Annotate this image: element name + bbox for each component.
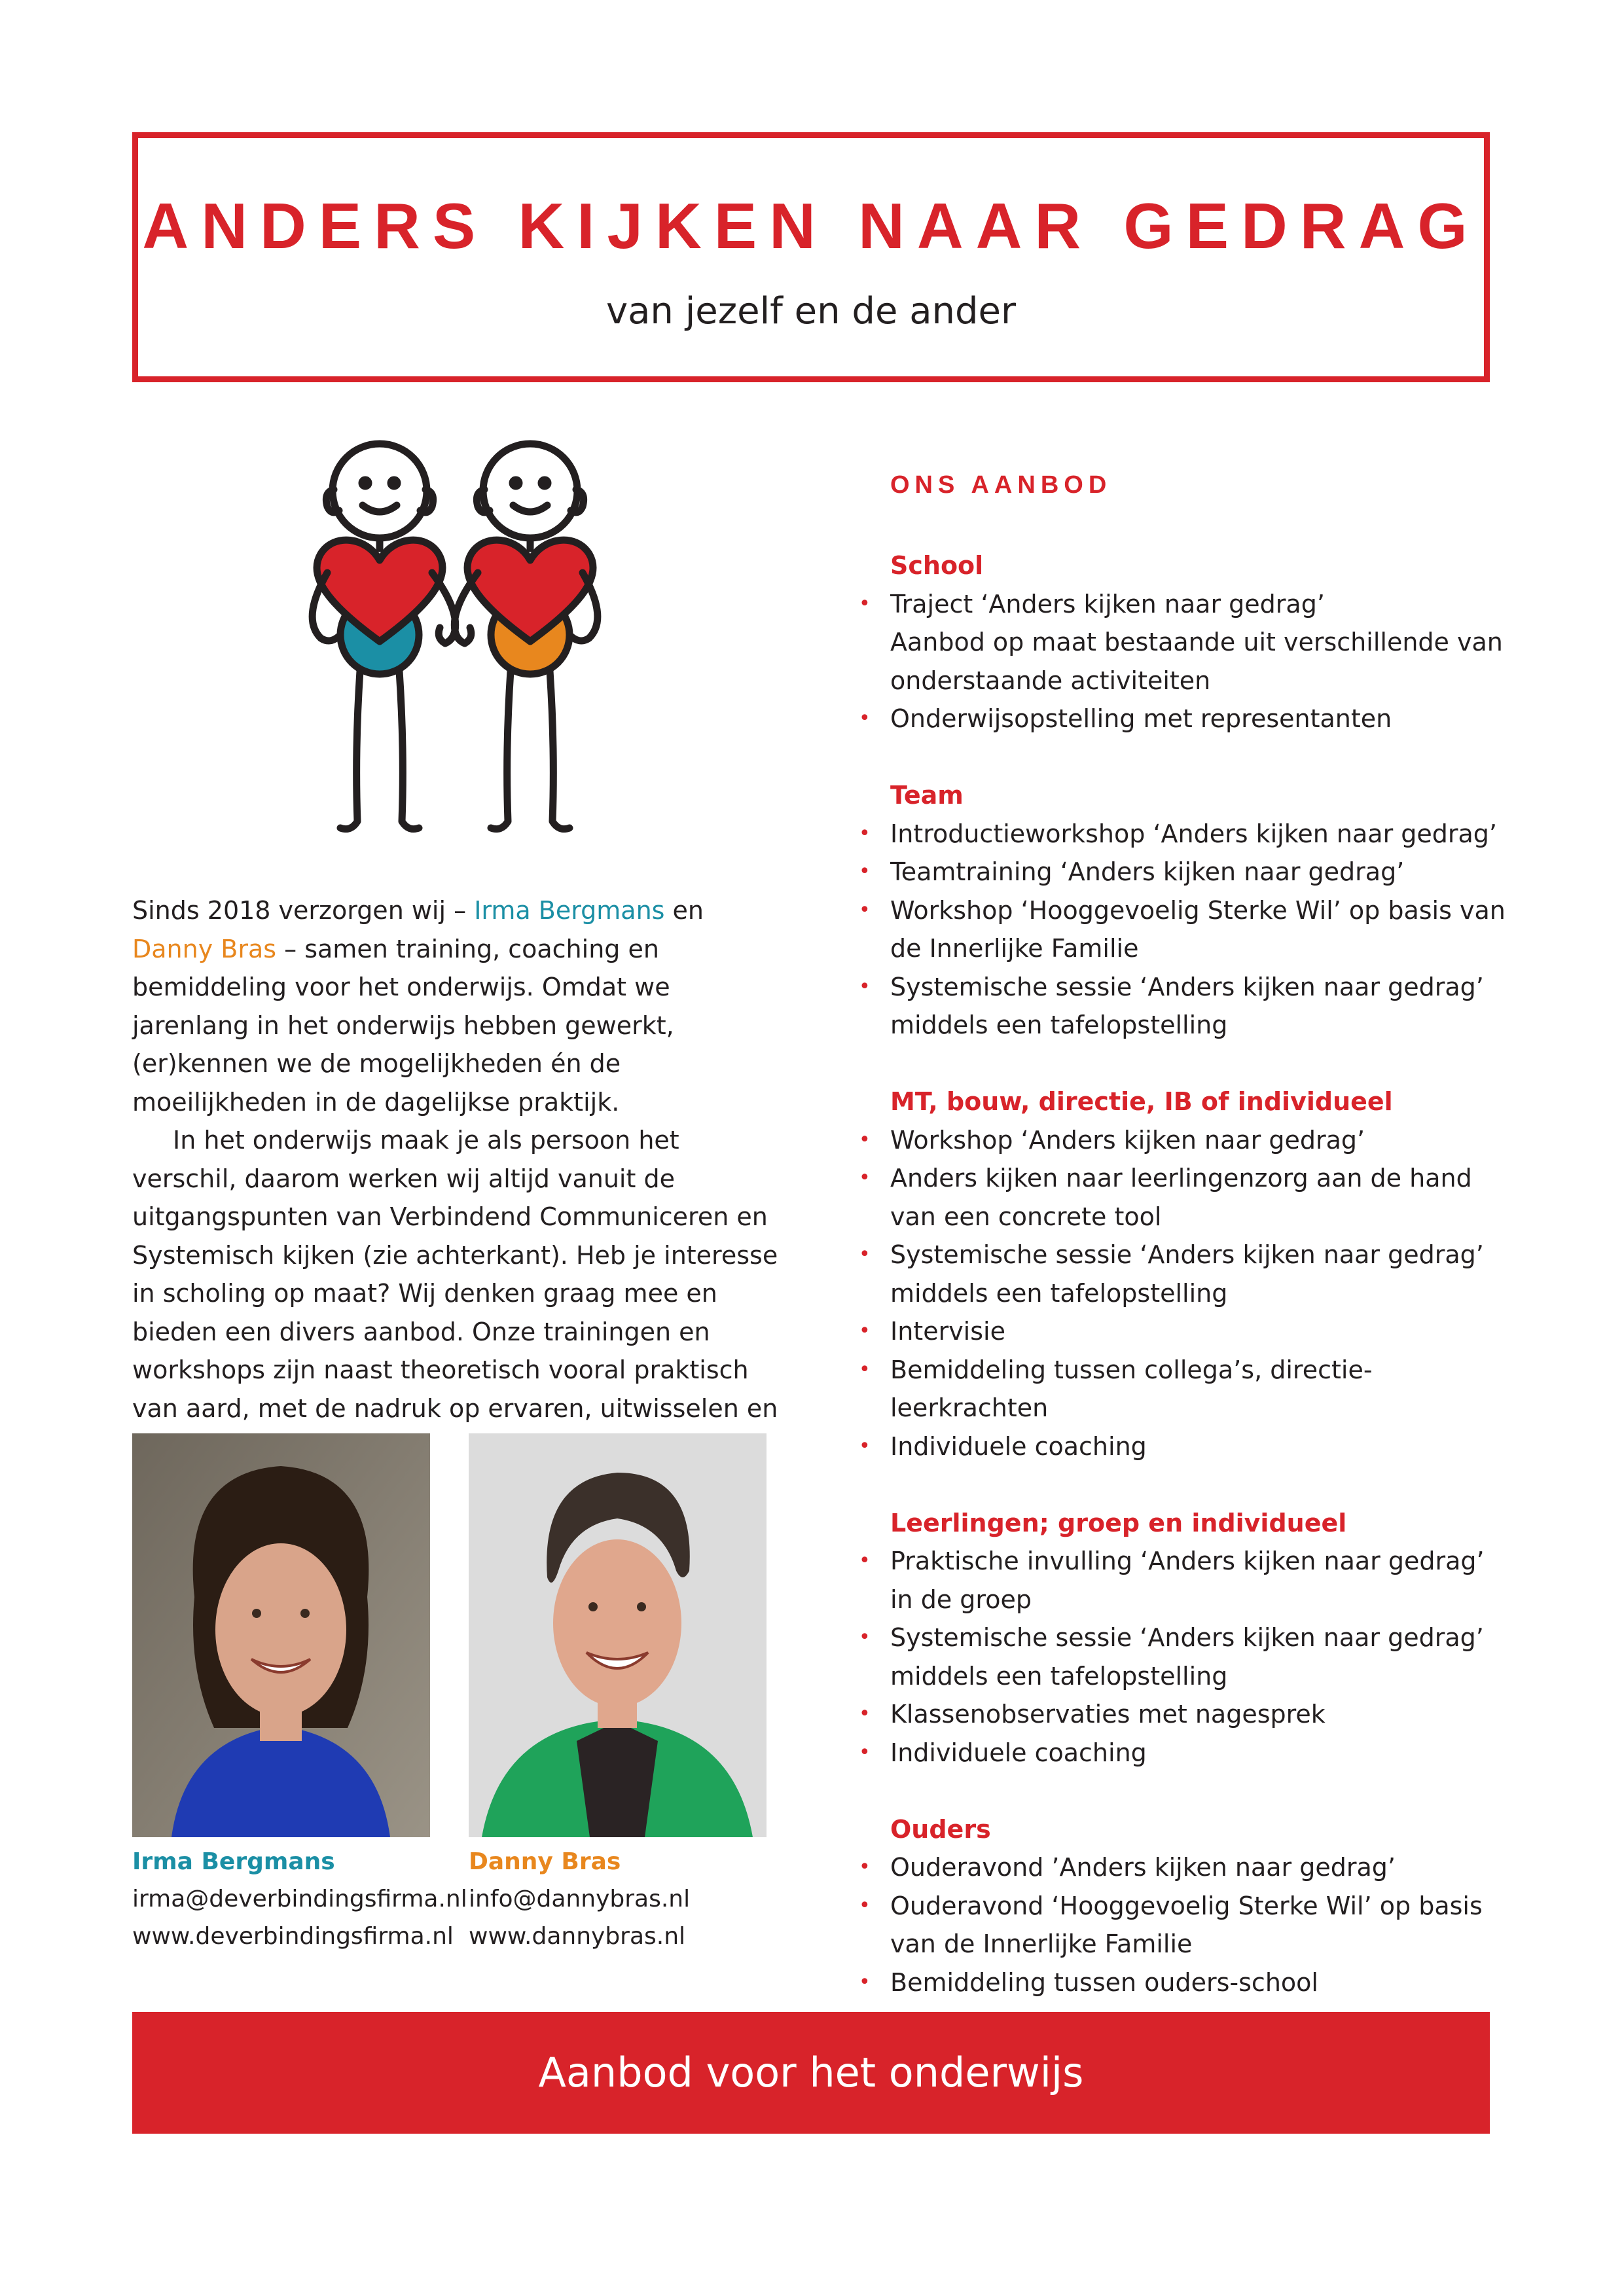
- page-title: ANDERS KIJKEN NAAR GEDRAG: [142, 190, 1480, 262]
- list-item-text: Ouderavond ’Anders kijken naar gedrag’: [890, 1853, 1396, 1882]
- bullet-icon: •: [859, 1549, 871, 1572]
- offer-section-heading: School: [890, 551, 984, 580]
- contact-irma: [132, 1843, 467, 1955]
- contact-website[interactable]: www.dannybras.nl: [469, 1923, 686, 1950]
- bullet-icon: •: [859, 1319, 871, 1342]
- list-item-text: Bemiddeling tussen ouders-school: [890, 1967, 1318, 1997]
- list-item-text: Systemische sessie ‘Anders kijken naar gedrag’ middels een tafelopstelling: [890, 972, 1484, 1039]
- bullet-icon: •: [859, 1434, 871, 1458]
- bullet-icon: •: [859, 1702, 871, 1725]
- list-item: [854, 1887, 1508, 1964]
- offer-section: [854, 1810, 1508, 2002]
- offer-list: [854, 547, 1508, 2040]
- page-subtitle: van jezelf en de ander: [605, 290, 1017, 332]
- footer-bar: Aanbod voor het onderwijs: [132, 2012, 1490, 2134]
- offer-section-heading: Ouders: [890, 1814, 991, 1844]
- offer-section: [854, 776, 1508, 1045]
- list-item-text: Introductieworkshop ‘Anders kijken naar gedrag’: [890, 819, 1498, 848]
- list-item-text: Onderwijsopstelling met representanten: [890, 704, 1392, 733]
- bullet-icon: •: [859, 1970, 871, 1994]
- contact-name: Danny Bras: [469, 1848, 621, 1875]
- list-item: [854, 1734, 1508, 1772]
- portrait-icon: [469, 1433, 767, 1837]
- list-item: [854, 891, 1508, 968]
- list-item-text: Workshop ‘Hooggevoelig Sterke Wil’ op basis van de Innerlijke Familie: [890, 895, 1506, 963]
- bullet-icon: •: [859, 1128, 871, 1151]
- list-item-text: Bemiddeling tussen collega’s, directie-leerkrachten: [890, 1355, 1373, 1422]
- bullet-icon: •: [859, 898, 871, 922]
- contact-name: Irma Bergmans: [132, 1848, 335, 1875]
- photo-danny-bras: [469, 1433, 767, 1837]
- list-item: [854, 1236, 1508, 1312]
- contact-website[interactable]: www.deverbindingsfirma.nl: [132, 1923, 454, 1950]
- header-box: [132, 132, 1490, 382]
- list-item-text: Systemische sessie ‘Anders kijken naar gedrag’ middels een tafelopstelling: [890, 1623, 1484, 1691]
- list-item: [854, 1351, 1508, 1427]
- bullet-icon: •: [859, 1166, 871, 1189]
- offer-section-heading: MT, bouw, directie, IB of individueel: [890, 1087, 1393, 1116]
- bullet-icon: •: [859, 707, 871, 730]
- list-item: [854, 1695, 1508, 1734]
- offer-section: [854, 547, 1508, 738]
- offer-title: ONS AANBOD: [890, 471, 1112, 499]
- list-item: [854, 1312, 1508, 1351]
- list-item-text: Klassenobservaties met nagesprek: [890, 1700, 1326, 1729]
- list-item: [854, 815, 1508, 853]
- intro-paragraph-1: Sinds 2018 verzorgen wij – Irma Bergmans en Danny Bras – samen training, coaching en bemiddeling voor het onderwijs. Omdat we jarenlang in het onderwijs hebben gewerkt, (er)kennen we de mogelijkheden én de moeilijkheden in de dagelijkse praktijk.: [132, 896, 704, 1117]
- bullet-icon: •: [859, 1856, 871, 1878]
- contact-email[interactable]: irma@deverbindingsfirma.nl: [132, 1886, 467, 1912]
- list-item: [854, 1619, 1508, 1695]
- bullet-icon: •: [859, 1357, 871, 1381]
- list-item-text: Individuele coaching: [890, 1738, 1147, 1767]
- bullet-icon: •: [859, 1243, 871, 1266]
- bullet-icon: •: [859, 860, 871, 883]
- contact-email[interactable]: info@dannybras.nl: [469, 1886, 691, 1912]
- offer-section-heading: Team: [890, 781, 964, 810]
- bullet-icon: •: [859, 975, 871, 998]
- bullet-icon: •: [859, 592, 871, 615]
- list-item: [854, 1427, 1508, 1466]
- offer-section: [854, 1504, 1508, 1772]
- list-item: [854, 1159, 1508, 1236]
- offer-section: [854, 1083, 1508, 1465]
- intro-paragraph-2: In het onderwijs maak je als persoon het verschil, daarom werken wij altijd vanuit de uitgangspunten van Verbindend Communiceren en Systemisch kijken (zie achterkant). Heb je interesse in scholing op maat? Wij denken graag mee en bieden een divers aanbod. Onze trainingen en workshops zijn naast theoretisch vooral praktisch van aard, met de nadruk op ervaren, uitwisselen en: [132, 1126, 778, 1423]
- contact-danny: [469, 1843, 690, 1955]
- list-item: [854, 1964, 1508, 2002]
- photo-irma-bergmans: [132, 1433, 430, 1837]
- list-item: [854, 1121, 1508, 1160]
- list-item-text: Workshop ‘Anders kijken naar gedrag’: [890, 1125, 1365, 1155]
- bullet-icon: •: [859, 1740, 871, 1764]
- list-item: [854, 968, 1508, 1045]
- offer-section-heading: Leerlingen; groep en individueel: [890, 1508, 1347, 1537]
- bullet-icon: •: [859, 1626, 871, 1649]
- list-item: [854, 1542, 1508, 1619]
- list-item-text: Systemische sessie ‘Anders kijken naar gedrag’ middels een tafelopstelling: [890, 1240, 1484, 1308]
- name-irma: Irma Bergmans: [474, 896, 665, 925]
- list-item-text: Intervisie: [890, 1317, 1005, 1346]
- list-item-text: Individuele coaching: [890, 1431, 1147, 1461]
- list-item-text: Traject ‘Anders kijken naar gedrag’ Aanbod op maat bestaande uit verschillende van onderstaande activiteiten: [890, 589, 1503, 695]
- list-item-text: Anders kijken naar leerlingenzorg aan de hand van een concrete tool: [890, 1164, 1472, 1231]
- name-danny: Danny Bras: [132, 934, 277, 963]
- bullet-icon: •: [859, 1893, 871, 1917]
- portrait-icon: [132, 1433, 430, 1837]
- stick-figures-icon: [281, 432, 635, 857]
- list-item: [854, 585, 1508, 700]
- list-item-text: Ouderavond ‘Hooggevoelig Sterke Wil’ op basis van de Innerlijke Familie: [890, 1891, 1483, 1958]
- list-item: [854, 700, 1508, 738]
- list-item: [854, 853, 1508, 891]
- list-item: [854, 1848, 1508, 1887]
- list-item-text: Praktische invulling ‘Anders kijken naar gedrag’ in de groep: [890, 1547, 1485, 1614]
- bullet-icon: •: [859, 821, 871, 845]
- intro-text: [132, 891, 787, 1466]
- stick-figures-illustration: [281, 432, 635, 857]
- list-item-text: Teamtraining ‘Anders kijken naar gedrag’: [890, 857, 1405, 886]
